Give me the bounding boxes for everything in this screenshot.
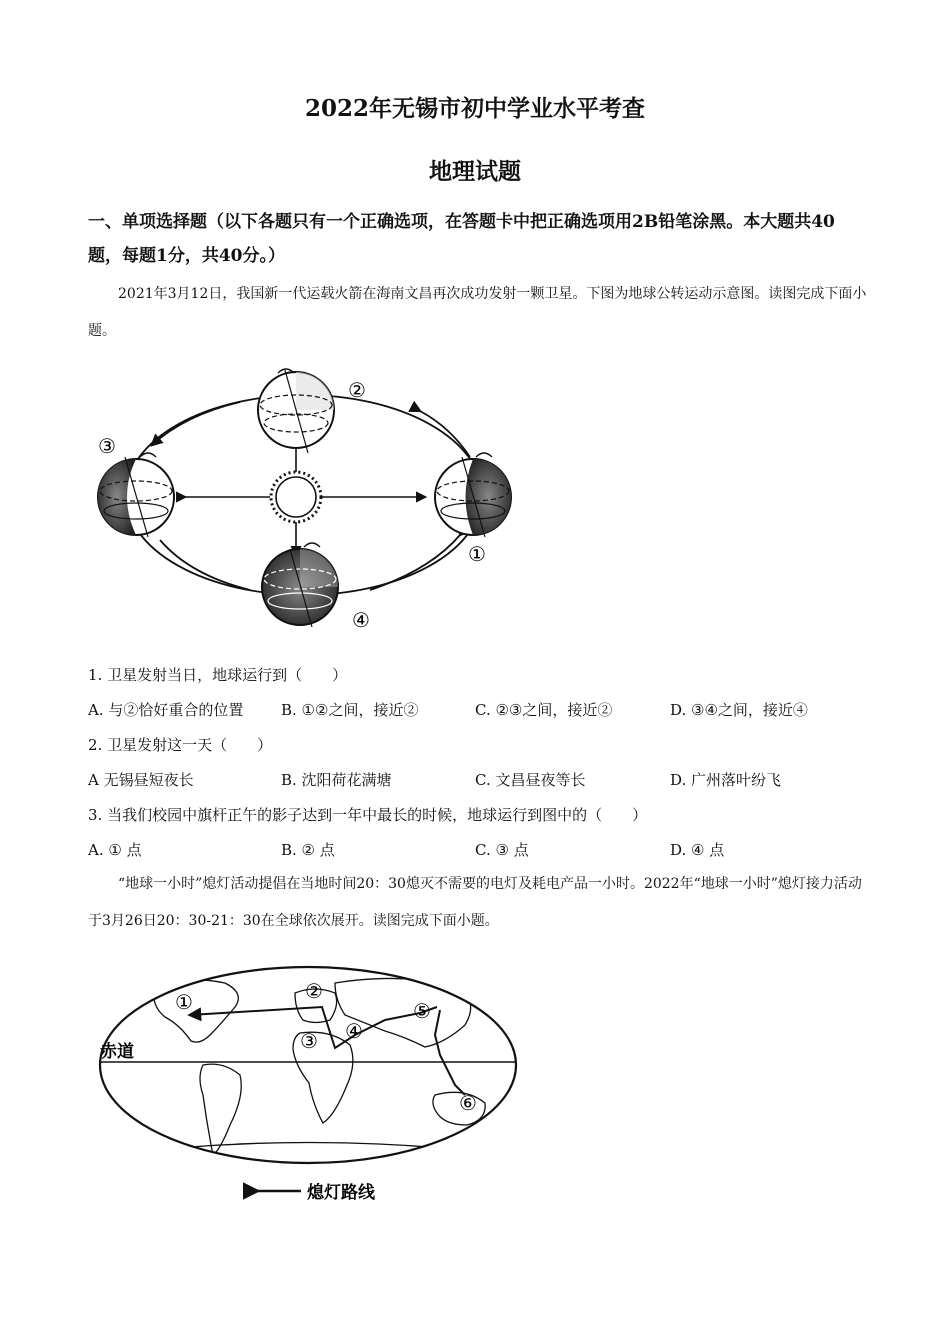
world-map [95,965,535,1210]
earth-position-1 [435,453,511,537]
question-1-option-a: A. 与②恰好重合的位置 [88,701,244,719]
question-3-option-d: D. ④ 点 [670,841,725,859]
map-label-5: ⑤ [413,999,431,1023]
orbit-diagram [90,365,530,635]
earth-position-2 [258,369,334,453]
question-3-option-b: B. ② 点 [281,841,335,859]
question-2-option-a: A 无锡昼短夜长 [88,771,194,789]
route-legend-label: 熄灯路线 [307,1183,375,1203]
map-label-2: ② [305,979,323,1003]
question-3-stem: 3. 当我们校园中旗杆正午的影子达到一年中最长的时候，地球运行到图中的（ ） [88,806,648,824]
question-3-option-c: C. ③ 点 [475,841,529,859]
question-1-option-b: B. ①②之间，接近② [281,701,419,719]
orbit-label-4: ④ [352,608,370,632]
orbit-label-1: ① [468,542,486,566]
passage-1: 2021年3月12日，我国新一代运载火箭在海南文昌再次成功发射一颗卫星。下图为地球公转运动示意图。读图完成下面小题。 [88,286,867,339]
question-3-option-a: A. ① 点 [88,841,142,859]
page-subtitle: 地理试题 [429,158,521,185]
earth-position-3 [98,453,174,537]
orbit-label-2: ② [348,378,366,402]
question-2-stem: 2. 卫星发射这一天（ ） [88,736,273,754]
equator-label: 赤道 [100,1042,134,1062]
question-1-option-c: C. ②③之间，接近② [475,701,613,719]
map-label-1: ① [175,990,193,1014]
page-title: 2022年无锡市初中学业水平考查 [304,95,645,122]
question-2-option-c: C. 文昌昼夜等长 [475,771,586,789]
map-label-3: ③ [300,1029,318,1053]
map-label-6: ⑥ [459,1091,477,1115]
question-2-option-d: D. 广州落叶纷飞 [670,771,782,789]
orbit-label-3: ③ [98,434,116,458]
map-label-4: ④ [345,1019,363,1043]
section-heading: 一、单项选择题（以下各题只有一个正确选项，在答题卡中把正确选项用2B铅笔涂黑。本大题共40题，每题1分，共40分。） [88,212,835,266]
earth-position-4 [262,543,338,627]
passage-2: “地球一小时”熄灯活动提倡在当地时间20：30熄灭不需要的电灯及耗电产品一小时。2022年“地球一小时”熄灯接力活动于3月26日20：30-21：30在全球依次展开。读图完成下面小题。 [88,876,862,929]
question-1-stem: 1. 卫星发射当日，地球运行到（ ） [88,666,348,684]
question-1-option-d: D. ③④之间，接近④ [670,701,808,719]
sun-icon [271,472,321,522]
question-2-option-b: B. 沈阳荷花满塘 [281,771,392,789]
